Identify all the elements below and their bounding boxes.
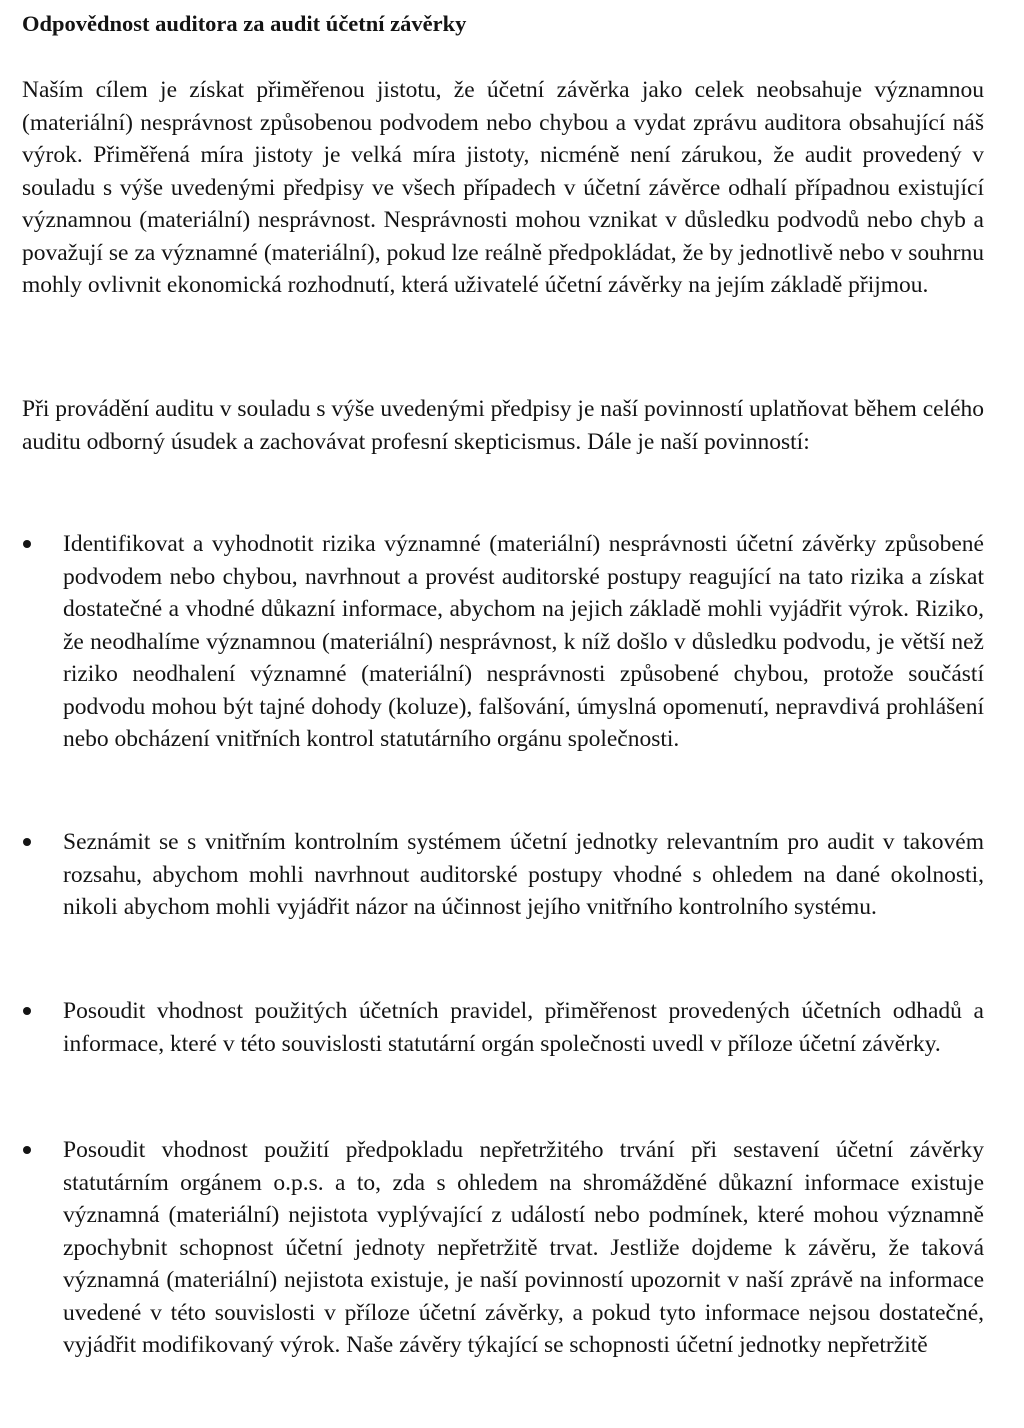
- bullet-icon: [23, 838, 31, 846]
- list-item-text: Posoudit vhodnost použití předpokladu nepřetržitého trvání při sestavení účetní závěrky statutárním orgánem o.p.s. a to, zda s ohledem na shromážděné důkazní informace existuje významná (materiální) nejistota vyplývající z událostí nebo podmínek, které mohou významně zpochybnit schopnost účetní jednoty nepřetržitě trvat. Jestliže dojdeme k závěru, že taková významná (materiální) nejistota existuje, je naší povinností upozornit v naší zprávě na informace uvedené v této souvislosti v příloze účetní závěrky, a pokud tyto informace nejsou dostatečné, vyjádřit modifikovaný výrok. Naše závěry týkající se schopnosti účetní jednotky nepřetržitě: [63, 1137, 984, 1358]
- paragraph-audit-objective: Naším cílem je získat přiměřenou jistotu, že účetní závěrka jako celek neobsahuje významnou (materiální) nesprávnost způsobenou podvodem nebo chybou a vydat zprávu auditora obsahující náš výrok. Přiměřená míra jistoty je velká míra jistoty, nicméně není zárukou, že audit provedený v souladu s výše uvedenými předpisy ve všech případech v účetní závěrce odhalí případnou existující významnou (materiální) nesprávnost. Nesprávnosti mohou vznikat v důsledku podvodů nebo chyb a považují se za významné (materiální), pokud lze reálně předpokládat, že by jednotlivě nebo v souhrnu mohly ovlivnit ekonomická rozhodnutí, která uživatelé účetní závěrky na jejím základě přijmou.: [22, 77, 984, 298]
- section-heading: Odpovědnost auditora za audit účetní závěrky: [22, 11, 467, 36]
- list-item-text: Posoudit vhodnost použitých účetních pravidel, přiměřenost provedených účetních odhadů a informace, které v této souvislosti statutární orgán společnosti uvedl v příloze účetní závěrky.: [63, 998, 984, 1057]
- bullet-icon: [23, 540, 31, 548]
- bullet-icon: [23, 1007, 31, 1015]
- bullet-icon: [23, 1146, 31, 1154]
- paragraph-auditor-duties-intro: Při provádění auditu v souladu s výše uvedenými předpisy je naší povinností uplatňovat během celého auditu odborný úsudek a zachovávat profesní skepticismus. Dále je naší povinností:: [22, 396, 985, 455]
- list-item-text: Identifikovat a vyhodnotit rizika významné (materiální) nesprávnosti účetní závěrky způsobené podvodem nebo chybou, navrhnout a provést auditorské postupy reagující na tato rizika a získat dostatečné a vhodné důkazní informace, abychom na jejich základě mohli vyjádřit výrok. Riziko, že neodhalíme významnou (materiální) nesprávnost, k níž došlo v důsledku podvodu, je větší než riziko neodhalení významné (materiální) nesprávnosti způsobené chybou, protože součástí podvodu mohou být tajné dohody (koluze), falšování, úmyslná opomenutí, nepravdivá prohlášení nebo obcházení vnitřních kontrol statutárního orgánu společnosti.: [63, 531, 984, 752]
- list-item-text: Seznámit se s vnitřním kontrolním systémem účetní jednotky relevantním pro audit v takovém rozsahu, abychom mohli navrhnout auditorské postupy vhodné s ohledem na dané okolnosti, nikoli abychom mohli vyjádřit názor na účinnost jejího vnitřního kontrolního systému.: [63, 829, 984, 920]
